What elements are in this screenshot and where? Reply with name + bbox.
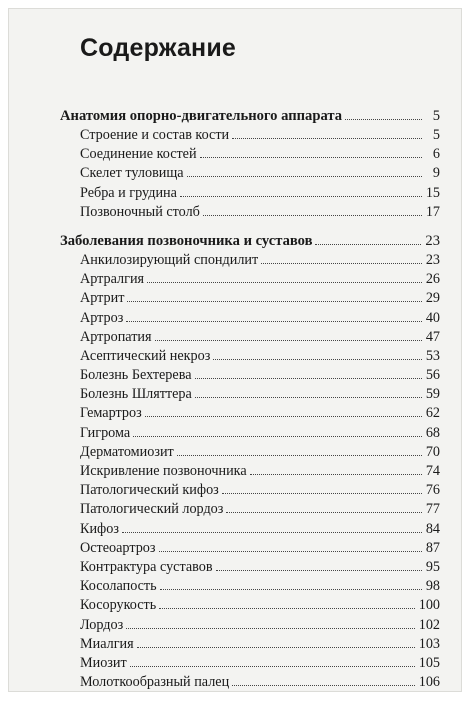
toc-page-number: 53 bbox=[425, 347, 440, 364]
toc-entry-label: Патологический лордоз bbox=[80, 501, 224, 518]
toc-entry bbox=[60, 577, 440, 596]
toc-section bbox=[60, 231, 440, 692]
dot-leader bbox=[213, 358, 421, 360]
toc-entry bbox=[60, 404, 440, 423]
toc-page-number: 9 bbox=[432, 165, 440, 182]
toc-entry bbox=[60, 270, 440, 289]
toc-entry bbox=[60, 654, 440, 673]
toc-page-number: 23 bbox=[425, 232, 440, 249]
toc-page-number: 70 bbox=[425, 443, 440, 460]
toc-entry bbox=[60, 424, 440, 443]
toc-page-number: 74 bbox=[425, 463, 440, 479]
toc-page-number: 87 bbox=[425, 539, 440, 556]
toc-entry bbox=[60, 616, 440, 635]
toc-page-number: 17 bbox=[425, 203, 440, 220]
toc-entry bbox=[60, 126, 440, 145]
dot-leader bbox=[155, 339, 422, 341]
toc-entry-label: Гигрома bbox=[80, 424, 131, 441]
toc-entry-label: Искривление позвоночника bbox=[80, 463, 247, 479]
dot-leader bbox=[145, 415, 422, 417]
dot-leader bbox=[345, 118, 422, 120]
toc-entry bbox=[60, 673, 440, 692]
toc-entry-label: Артропатия bbox=[80, 328, 152, 345]
toc-heading-label: Анатомия опорно-двигательного аппарата bbox=[60, 108, 343, 124]
dot-leader bbox=[160, 588, 422, 590]
dot-leader bbox=[133, 435, 422, 437]
toc-heading-label: Заболевания позвоночника и суставов bbox=[60, 232, 313, 249]
dot-leader bbox=[232, 137, 422, 139]
toc-entry bbox=[60, 289, 440, 308]
toc-entry-label: Скелет туловища bbox=[80, 165, 184, 182]
dot-leader bbox=[200, 156, 422, 158]
toc-entry bbox=[60, 558, 440, 577]
dot-leader bbox=[315, 243, 421, 245]
dot-leader bbox=[137, 646, 415, 648]
toc-entry-label: Болезнь Шляттера bbox=[80, 386, 192, 403]
toc-entry bbox=[60, 635, 440, 654]
toc-entry bbox=[60, 385, 440, 404]
toc-page-number: 5 bbox=[432, 127, 440, 143]
toc-entry-label: Гемартроз bbox=[80, 405, 142, 422]
toc-entry-label: Дерматомиозит bbox=[80, 443, 174, 460]
toc-entry-label: Миалгия bbox=[80, 635, 134, 652]
dot-leader bbox=[126, 320, 421, 322]
dot-leader bbox=[130, 665, 415, 667]
page-title: Содержание bbox=[80, 34, 237, 62]
toc-page-number: 98 bbox=[425, 578, 440, 595]
toc-page-number: 40 bbox=[425, 309, 440, 326]
toc-page-number: 6 bbox=[432, 146, 440, 163]
dot-leader bbox=[195, 396, 422, 398]
dot-leader bbox=[177, 454, 422, 456]
toc-entry bbox=[60, 145, 440, 164]
toc-entry-label: Косорукость bbox=[80, 597, 157, 614]
toc-entry-label: Контрактура суставов bbox=[80, 558, 213, 575]
dot-leader bbox=[122, 531, 422, 533]
toc-entry-label: Остеоартроз bbox=[80, 539, 156, 556]
toc-entry-label: Лордоз bbox=[80, 616, 124, 633]
toc-page-number: 29 bbox=[425, 290, 440, 307]
toc-entry bbox=[60, 251, 440, 270]
dot-leader bbox=[216, 569, 422, 571]
toc-page-number: 26 bbox=[425, 271, 440, 288]
toc-entry bbox=[60, 164, 440, 183]
toc-entry-label: Артроз bbox=[80, 309, 124, 326]
dot-leader bbox=[126, 627, 415, 629]
toc-page-number: 68 bbox=[425, 424, 440, 441]
dot-leader bbox=[226, 511, 421, 513]
toc-page-number: 23 bbox=[425, 251, 440, 268]
toc-section-heading bbox=[60, 106, 440, 126]
toc-entry bbox=[60, 328, 440, 347]
dot-leader bbox=[127, 300, 421, 302]
toc-page-number: 102 bbox=[418, 616, 440, 633]
toc-section-heading bbox=[60, 231, 440, 251]
dot-leader bbox=[203, 214, 422, 216]
toc-entry-label: Патологический кифоз bbox=[80, 482, 219, 499]
dot-leader bbox=[159, 550, 422, 552]
toc-page-number: 106 bbox=[418, 674, 440, 691]
toc-entry bbox=[60, 462, 440, 481]
toc-entry bbox=[60, 347, 440, 366]
toc-entry-label: Анкилозирующий спондилит bbox=[80, 251, 259, 268]
dot-leader bbox=[159, 607, 415, 609]
toc-entry-label: Кифоз bbox=[80, 520, 119, 537]
toc-page-number: 95 bbox=[425, 558, 440, 575]
dot-leader bbox=[250, 473, 422, 475]
toc-section bbox=[60, 106, 440, 222]
toc-entry-label: Строение и состав кости bbox=[80, 127, 230, 143]
toc-entry bbox=[60, 481, 440, 500]
dot-leader bbox=[232, 684, 415, 686]
toc-entry bbox=[60, 520, 440, 539]
dot-leader bbox=[180, 195, 422, 197]
toc-entry bbox=[60, 596, 440, 615]
toc-page-number: 84 bbox=[425, 520, 440, 537]
book-page bbox=[8, 8, 462, 692]
toc-page-number: 77 bbox=[425, 501, 440, 518]
table-of-contents bbox=[60, 106, 440, 701]
toc-entry-label: Артралгия bbox=[80, 271, 145, 288]
toc-entry bbox=[60, 309, 440, 328]
toc-entry bbox=[60, 184, 440, 203]
toc-entry bbox=[60, 203, 440, 222]
toc-page-number: 15 bbox=[425, 184, 440, 201]
toc-entry bbox=[60, 366, 440, 385]
toc-entry-label: Миозит bbox=[80, 654, 127, 671]
toc-page-number: 59 bbox=[425, 386, 440, 403]
toc-page-number: 103 bbox=[418, 635, 440, 652]
toc-entry bbox=[60, 443, 440, 462]
toc-entry-label: Болезнь Бехтерева bbox=[80, 367, 192, 384]
dot-leader bbox=[195, 377, 422, 379]
toc-page-number: 105 bbox=[418, 654, 440, 671]
toc-entry-label: Косолапость bbox=[80, 578, 157, 595]
toc-entry-label: Асептический некроз bbox=[80, 347, 211, 364]
toc-page-number: 56 bbox=[425, 367, 440, 384]
toc-entry-label: Ребра и грудина bbox=[80, 184, 177, 201]
toc-page-number: 100 bbox=[418, 597, 440, 614]
dot-leader bbox=[222, 492, 422, 494]
dot-leader bbox=[187, 175, 422, 177]
toc-entry-label: Позвоночный столб bbox=[80, 203, 200, 220]
toc-entry-label: Молоткообразный палец bbox=[80, 674, 230, 691]
toc-entry-label: Соединение костей bbox=[80, 146, 197, 163]
dot-leader bbox=[261, 262, 422, 264]
toc-entry bbox=[60, 539, 440, 558]
toc-entry-label: Артрит bbox=[80, 290, 125, 307]
dot-leader bbox=[147, 281, 422, 283]
toc-page-number: 47 bbox=[425, 328, 440, 345]
toc-entry bbox=[60, 500, 440, 519]
toc-page-number: 76 bbox=[425, 482, 440, 499]
toc-page-number: 5 bbox=[432, 108, 440, 124]
toc-page-number: 62 bbox=[425, 405, 440, 422]
